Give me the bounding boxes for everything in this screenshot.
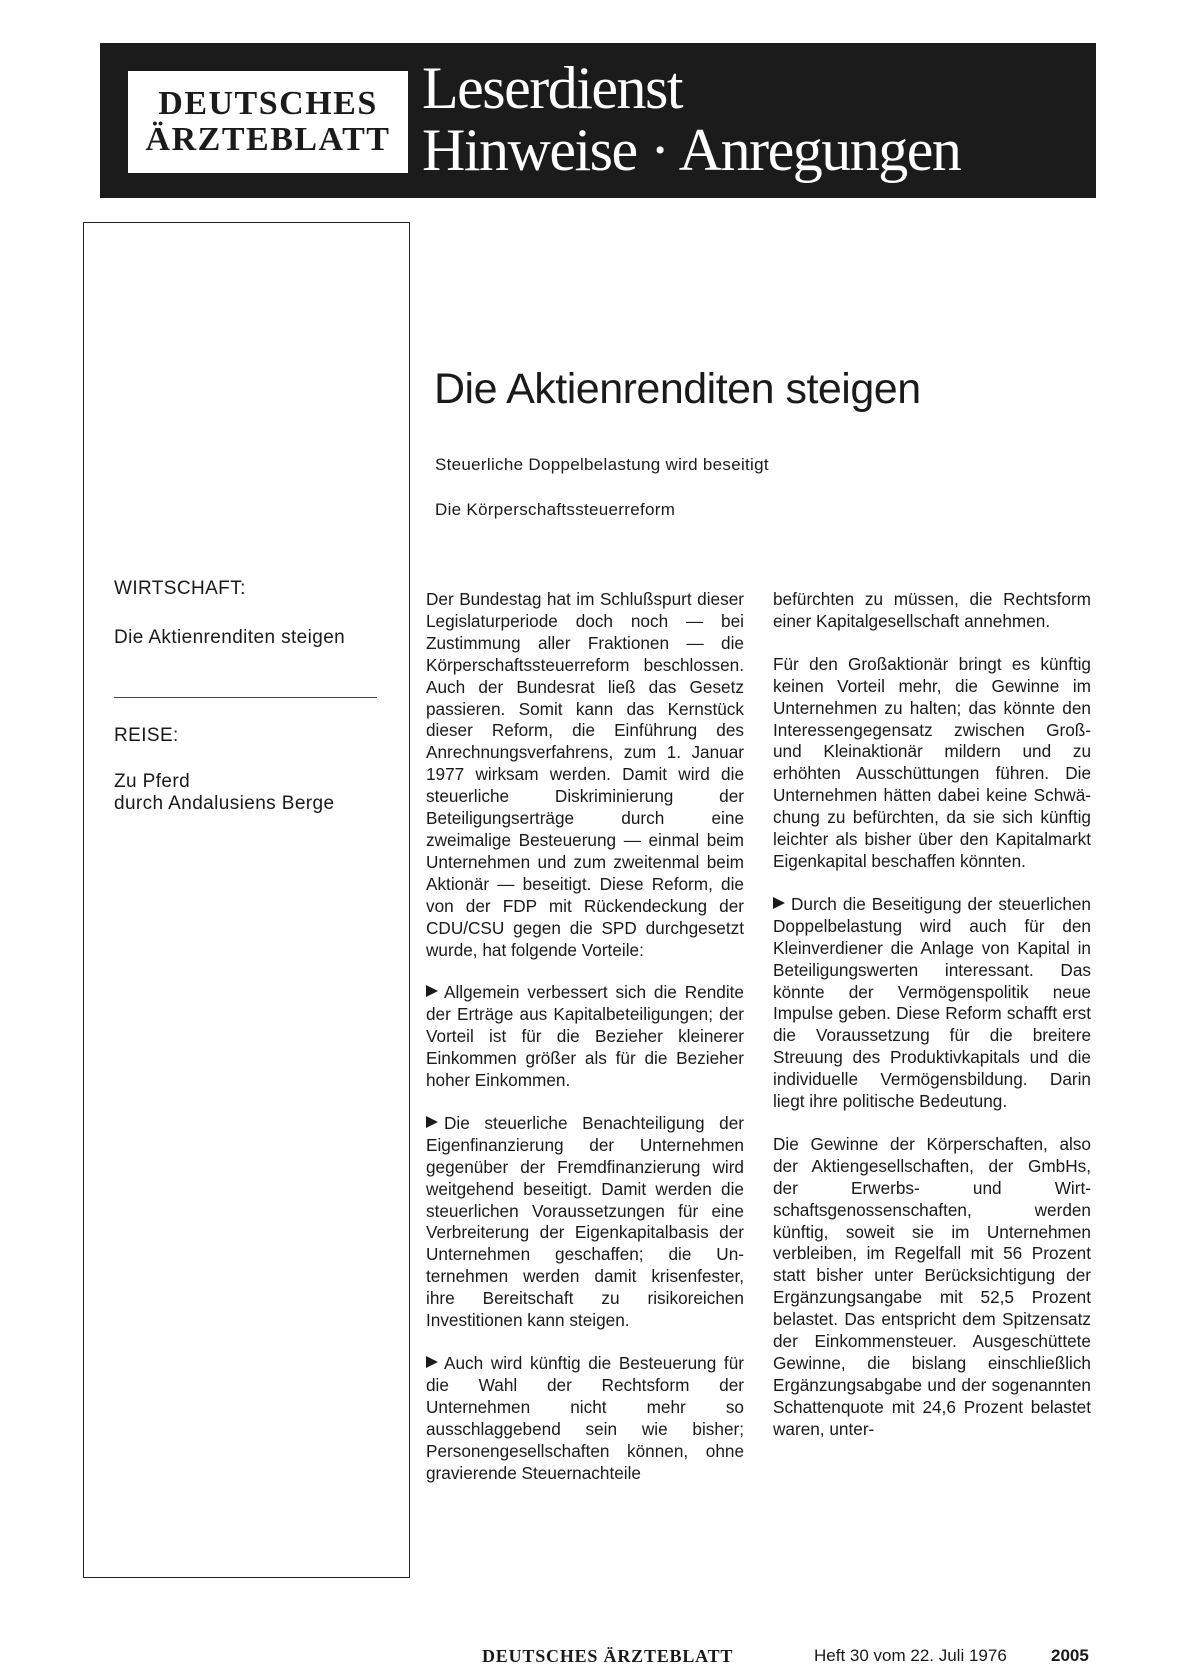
- bullet-paragraph: [773, 894, 1091, 1113]
- triangle-bullet-icon: [773, 897, 785, 909]
- bullet-paragraph: [426, 1113, 744, 1332]
- journal-logo: [128, 71, 408, 173]
- bullet-text: Durch die Beseitigung der steuerlichen Doppelbelastung wird auch für den Kleinverdiener die Anlage von Kapital in Beteiligungswerten interessant. Das könnte der Vermögenspolitik neue Impulse geben. Diese Reform schafft erst die Voraussetzung für die breitere Streuung des Produktivkapitals und die individuelle Vermögensbildung. Darin liegt ihre politische Bedeutung.: [773, 893, 1091, 1112]
- footer-journal-name: DEUTSCHES ÄRZTEBLATT: [482, 1646, 734, 1666]
- bullet-text: Die steuerliche Benachteiligung der Eigenfinanzierung der Unternehmen gegenüber der Fremdfinanzierung wird weitgehend beseitigt. Damit werden die steuerlichen Voraussetzungen für eine Verbreiterung der Eigenkapitalbasis der Unternehmen geschaffen; die Unternehmen werden damit krisenfester, ihre Bereitschaft zu risikoreichen Investitionen kann steigen.: [426, 1112, 744, 1331]
- masthead-banner: [100, 43, 1096, 198]
- sidebar-item-andalusien-line-2: durch Andalusiens Berge: [114, 793, 335, 814]
- sidebar-item-aktienrenditen[interactable]: Die Aktienrenditen steigen: [114, 627, 346, 648]
- bullet-paragraph: [426, 982, 744, 1092]
- bullet-paragraph: [426, 1353, 744, 1484]
- triangle-bullet-icon: [426, 1116, 438, 1128]
- footer-page-number: 2005: [1051, 1646, 1089, 1665]
- sidebar-heading-reise: REISE:: [114, 725, 179, 746]
- bullet-text: Allgemein verbessert sich die Rendite der Erträge aus Kapitalbeteiligungen; der Vorteil ist für die Bezieher kleinerer Einkommen größer als für die Bezieher hoher Einkommen.: [426, 982, 744, 1091]
- paragraph: Die Gewinne der Körperschaften, also der Aktiengesellschaften, der GmbHs, der Erwerbs- und Wirtschaftsgenossenschaften, werden künftig, soweit sie im Unternehmen verbleiben, im Regelfall mit 56 Prozent statt bisher unter Berücksichtigung der Ergänzungsangabe mit 52,5 Prozent belastet. Das entspricht dem Spitzensatz der Einkommensteuer. Ausgeschüttete Gewinne, die bislang einschließlich Ergänzungsabgabe und der sogenannten Schattenquote mit 24,6 Prozent belastet waren, unter-: [773, 1133, 1091, 1439]
- paragraph: befürchten zu müssen, die Rechtsform einer Kapitalgesellschaft annehmen.: [773, 589, 1091, 631]
- article-subtitle-2: Die Körperschaftssteuerreform: [435, 500, 676, 519]
- footer-issue: Heft 30 vom 22. Juli 1976: [814, 1646, 1007, 1665]
- article-subtitle-1: Steuerliche Doppelbelastung wird beseitigt: [435, 455, 769, 474]
- contents-sidebar: [83, 222, 410, 1578]
- bullet-text: Auch wird künftig die Besteuerung für die Wahl der Rechtsform der Unternehmen nicht mehr so ausschlaggebend sein wie bisher; Personengesellschaften können, ohne gravierende Steuernachteile: [426, 1353, 744, 1483]
- paragraph: Für den Großaktionär bringt es künftig keinen Vorteil mehr, die Gewinne im Unternehmen zu halten; das könnte den Interessengegensatz zwischen Groß- und Kleinaktionär mildern und zu erhöhten Ausschüttungen führen. Die Unternehmen hätten dabei keine Schwächung zu befürchten, da sie sich künftig leichter als bisher über den Kapitalmarkt Eigenkapital beschaffen könnten.: [773, 653, 1091, 871]
- article-headline: Die Aktienrenditen steigen: [434, 365, 921, 413]
- sidebar-item-andalusien[interactable]: [114, 771, 334, 815]
- paragraph: Der Bundestag hat im Schlußspurt dieser Legislaturperiode doch noch — bei Zustimmung aller Fraktionen — die Körperschaftssteuerreform beschlossen. Auch der Bundesrat ließ das Gesetz passieren. Somit kann das Kernstück dieser Reform, die Einführung des Anrechnungsverfahrens, zum 1. Januar 1977 wirksam werden. Damit wird die steuerliche Diskriminierung der Beteiligungserträge durch eine zweimalige Besteuerung — einmal beim Unternehmen und zum zweitenmal beim Aktionär — beseitigt. Diese Reform, die von der FDP mit Rückendeckung der CDU/CSU gegen die SPD durchgesetzt wurde, hat folgende Vorteile:: [426, 589, 744, 960]
- article-column-2: [773, 589, 1091, 1462]
- logo-line-2: ÄRZTEBLATT: [145, 121, 391, 158]
- masthead-title-line-2: Hinweise · Anregungen: [422, 117, 961, 183]
- masthead-title-line-1: Leserdienst: [422, 55, 683, 121]
- sidebar-heading-wirtschaft: WIRTSCHAFT:: [114, 578, 246, 599]
- article-column-1: [426, 589, 744, 1505]
- triangle-bullet-icon: [426, 985, 438, 997]
- triangle-bullet-icon: [426, 1356, 438, 1368]
- sidebar-divider: [114, 697, 377, 698]
- logo-line-1: DEUTSCHES: [158, 85, 378, 122]
- sidebar-item-andalusien-line-1: Zu Pferd: [114, 771, 191, 792]
- masthead-title: [422, 57, 960, 181]
